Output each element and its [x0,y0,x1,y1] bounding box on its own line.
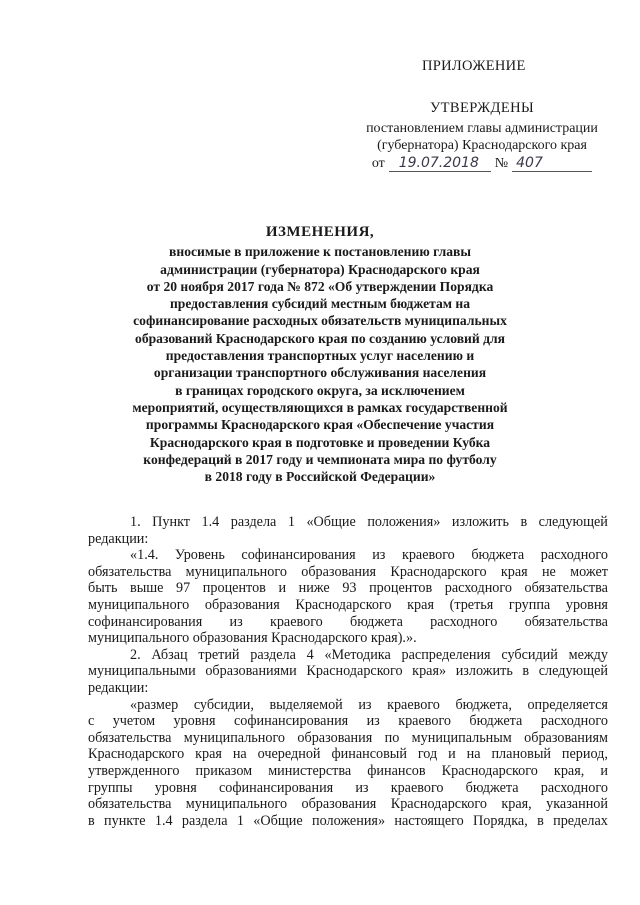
body-word: Порядка, [473,812,528,829]
body-line: редакции: [88,530,149,547]
body-word: выделяемой [269,696,343,713]
body-word: и [278,580,287,597]
body-word: 2. [130,646,141,663]
body-word: не [541,563,556,580]
title-line: программы Краснодарского края «Обеспечение участия [145,417,495,433]
body-line: редакции: [88,679,149,696]
body-word: образования [301,796,377,813]
body-line [88,713,608,730]
title-line: Краснодарского края в подготовке и проведении Кубка [149,434,491,450]
title-line: софинансирование расходных обязательств муниципальных [133,313,507,329]
body-word: краевого [398,713,452,730]
title-line: предоставления субсидий местным бюджетам на [169,296,471,312]
body-word: 1 [287,514,295,530]
body-word: 4 [306,646,314,663]
body-word: в [522,663,530,680]
body-line [88,780,608,797]
body-word: процентов [202,580,266,597]
body-word: из [355,779,369,796]
body-word: края» [412,663,447,680]
body-word: образования [301,563,377,580]
body-word: бюджета, [455,696,512,713]
approved-by-line-1: постановлением главы администрации [366,121,598,136]
body-word: краевого [269,613,323,630]
body-word: субсидий [501,646,558,663]
body-word: бюджета [471,547,525,564]
body-word: Абзац [151,646,188,663]
body-word: министерства [268,762,352,779]
body-word: края [195,746,222,763]
body-line [88,564,608,581]
body-word: края, [501,796,532,813]
body-word: и [448,746,456,763]
body-word: бюджета [465,779,519,796]
document-title [130,224,510,485]
title-line: образований Краснодарского края по созданию условий для [135,330,505,346]
body-word: обязательства [88,563,172,580]
body-word: уровня [154,779,197,796]
body-word: 1.4 [154,812,173,829]
body-word: финансовый [331,746,407,763]
body-word: софинансирования [233,713,349,730]
body-word: Краснодарского [306,663,403,680]
body-word: из [372,547,386,564]
body-word: обязательства [524,580,608,597]
body-word: по [384,729,400,746]
body-word: в [520,514,528,530]
title-line: вносимые в приложение к постановлению главы [169,244,471,260]
body-word: пределах [553,812,608,829]
body-word: и [600,762,608,779]
body-line [88,647,608,664]
body-word: год [417,746,438,763]
body-word: Краснодарского [441,762,538,779]
body-word: раздела [230,514,277,530]
body-word: софинансирования [88,613,203,630]
body-word: утвержденного [88,762,180,779]
body-word: положения» [312,812,386,829]
body-word: 93 [342,580,357,597]
body-word: края, [553,762,585,779]
body-word: бюджета [469,713,523,730]
body-word: финансов [367,762,426,779]
body-word: краевого [387,696,440,713]
title-lines [130,243,510,485]
body-word: Уровень [174,547,225,564]
body-word: изложить [455,663,513,680]
body-word: софинансирования [241,547,356,564]
body-word: муниципальными [88,663,196,680]
body-word: обязательства [524,613,608,630]
body-word: бюджета [350,613,403,630]
body-word: учетом [112,713,156,730]
title-line: мероприятий, осуществляющихся в рамках государственной [132,399,508,415]
handwritten-number: 407 [512,156,592,172]
body-word: Пункт [152,514,190,530]
body-word: обязательства [88,729,172,746]
body-word: период, [561,746,608,763]
title-heading: ИЗМЕНЕНИЯ, [265,224,375,240]
body-word: 97 [176,580,191,597]
title-line: предоставления транспортных услуг населению и [165,348,475,364]
body-word: раздела [181,812,228,829]
title-line: в границах городского округа, за исключением [175,382,465,398]
body-word: на [466,746,481,763]
body-word: группа [508,596,551,613]
date-number-line [352,155,612,172]
body-line [88,697,608,714]
body-word: процентов [369,580,433,597]
body-word: следующей [538,663,608,680]
body-word: изложить [451,514,509,530]
body-word: расходного [540,779,608,796]
body-line [88,580,608,597]
body-word: Краснодарского [390,563,487,580]
body-line [88,796,608,813]
handwritten-date: 19.07.2018 [389,156,491,172]
body-word: настоящего [394,812,464,829]
body-word: (третья [449,596,494,613]
body-word: из [358,696,372,713]
body-word: из [229,613,243,630]
body-line [88,514,608,531]
body-word: муниципального [183,729,286,746]
body-word: определяется [527,696,608,713]
body-word: расходного [444,580,512,597]
body-line [88,730,608,747]
body-word: с [88,713,95,730]
body-word: быть [88,580,118,597]
body-word: положения» [367,514,441,530]
body-line: муниципального образования Краснодарского края).». [88,630,417,647]
body-word: «1.4. [130,547,159,564]
body-line [88,547,608,564]
body-word: муниципального [88,596,190,613]
body-word: ниже [298,580,330,597]
body-word: в [88,812,95,829]
body-word: образования [297,729,373,746]
body-word: муниципального [185,796,288,813]
body-word: следующей [538,514,608,530]
body-line [88,763,608,780]
body-word: на [232,746,247,763]
body-word: Краснодарского [390,796,487,813]
body-word: очередной [257,746,321,763]
body-line [88,663,608,680]
body-word: муниципального [185,563,287,580]
body-word: указанной [546,796,608,813]
body-word: группы [88,779,133,796]
body-word: 1.4 [201,514,220,530]
body-word: края [407,596,434,613]
from-label: от [371,156,385,171]
body-word: плановый [491,746,551,763]
body-word: раздела [250,646,296,663]
body-word: краевого [390,779,444,796]
body-word: края [500,563,528,580]
body-word: Краснодарского [295,596,392,613]
number-label: № [494,156,509,171]
title-line: организации транспортного обслуживания населения [153,365,487,381]
body-word: выше [130,580,164,597]
body-line [88,597,608,614]
approved-by-line-2: (губернатора) Краснодарского края [377,138,587,153]
body-word: расходного [430,613,498,630]
body-word: краевого [401,547,455,564]
body-line [88,614,608,631]
body-word: обязательства [88,796,172,813]
body-word: муниципальным [411,729,512,746]
body-word: субсидии, [193,696,254,713]
body-text [88,514,608,829]
title-line: администрации (губернатора) Краснодарского края [160,261,480,277]
body-word: «Методика [324,646,391,663]
body-word: между [568,646,608,663]
body-word: может [570,563,608,580]
body-word: «Общие [253,812,303,829]
approved-label: УТВЕРЖДЕНЫ [429,100,535,116]
body-word: уровня [173,713,216,730]
body-word: приказом [195,762,253,779]
body-word: 1 [236,812,244,829]
body-word: образованиями [205,663,297,680]
body-word: образованиям [524,729,608,746]
body-word: распределения [401,646,491,663]
body-word: третий [198,646,240,663]
body-word: Краснодарского [88,746,185,763]
body-word: пункте [104,812,146,829]
body-word: в [537,812,544,829]
body-word: 1. [130,514,141,530]
title-line: в 2018 году в Российской Федерации» [204,469,436,485]
body-word: «Общие [306,514,356,530]
title-line: от 20 ноября 2017 года № 872 «Об утверждении Порядка [146,278,494,294]
appendix-label: ПРИЛОЖЕНИЕ [422,58,526,74]
body-word: софинансирования [218,779,334,796]
body-line [88,746,608,763]
body-word: из [366,713,380,730]
body-word: расходного [540,547,608,564]
body-word: «размер [130,696,179,713]
body-word: образования [204,596,280,613]
body-word: расходного [540,713,608,730]
title-line: конфедераций в 2017 году и чемпионата мира по футболу [143,451,497,467]
body-word: уровня [565,596,608,613]
body-line [88,813,608,830]
approval-block [352,100,612,172]
